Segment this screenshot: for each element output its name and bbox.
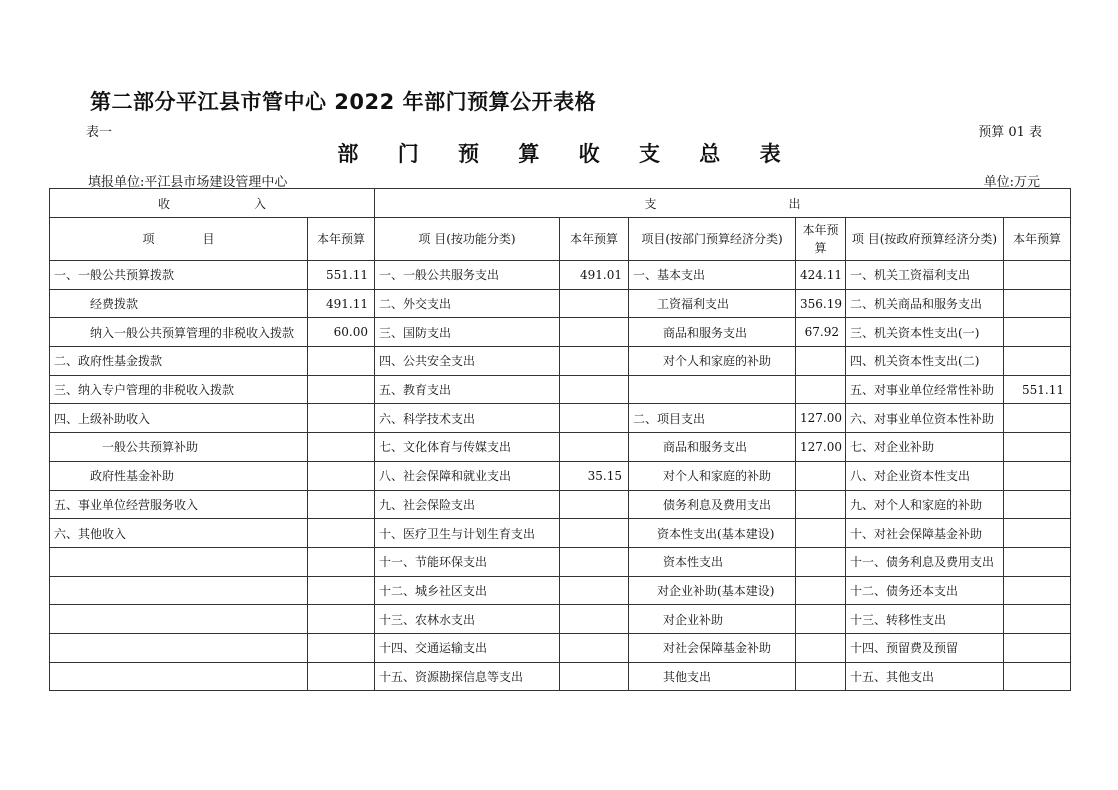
gov-item-cell: 三、机关资本性支出(一) — [846, 318, 1004, 347]
func-item-cell: 九、社会保险支出 — [375, 490, 560, 519]
income-amount-cell: 491.11 — [308, 289, 375, 318]
part-title: 第二部分平江县市管中心 2022 年部门预算公开表格 — [90, 90, 597, 114]
func-amount-cell — [560, 318, 629, 347]
gov-amount-cell — [1004, 490, 1071, 519]
gov-item-cell: 十、对社会保障基金补助 — [846, 519, 1004, 548]
gov-item-cell: 十四、预留费及预留 — [846, 633, 1004, 662]
gov-item-cell: 二、机关商品和服务支出 — [846, 289, 1004, 318]
income-amount-cell — [308, 347, 375, 376]
gov-item-cell: 十五、其他支出 — [846, 662, 1004, 691]
econ-item-cell: 对社会保障基金补助 — [629, 633, 796, 662]
gov-amount-cell — [1004, 318, 1071, 347]
func-item-cell: 十四、交通运输支出 — [375, 633, 560, 662]
func-amount-cell — [560, 605, 629, 634]
gov-amount-cell — [1004, 662, 1071, 691]
func-item-cell: 十三、农林水支出 — [375, 605, 560, 634]
gov-amount-cell — [1004, 461, 1071, 490]
gov-amount-cell — [1004, 404, 1071, 433]
econ-item-cell: 对个人和家庭的补助 — [629, 347, 796, 376]
gov-item-cell: 五、对事业单位经常性补助 — [846, 375, 1004, 404]
gov-item-cell: 六、对事业单位资本性补助 — [846, 404, 1004, 433]
gov-amount-cell — [1004, 605, 1071, 634]
econ-item-cell: 二、项目支出 — [629, 404, 796, 433]
econ-item-cell: 资本性支出(基本建设) — [629, 519, 796, 548]
gov-amount-cell — [1004, 433, 1071, 462]
table-row — [50, 519, 1071, 548]
econ-amount-cell — [796, 633, 846, 662]
econ-item-cell: 债务利息及费用支出 — [629, 490, 796, 519]
func-item-cell: 六、科学技术支出 — [375, 404, 560, 433]
func-amount-cell — [560, 547, 629, 576]
gov-item-cell: 十三、转移性支出 — [846, 605, 1004, 634]
income-amount-cell: 551.11 — [308, 261, 375, 290]
col-gov-item: 项 目(按政府预算经济分类) — [846, 218, 1004, 261]
income-item-cell: 五、事业单位经营服务收入 — [50, 490, 308, 519]
income-item-cell: 四、上级补助收入 — [50, 404, 308, 433]
func-amount-cell — [560, 433, 629, 462]
income-amount-cell: 60.00 — [308, 318, 375, 347]
col-func-item: 项 目(按功能分类) — [375, 218, 560, 261]
table-row — [50, 347, 1071, 376]
income-amount-cell — [308, 433, 375, 462]
econ-item-cell: 商品和服务支出 — [629, 433, 796, 462]
econ-amount-cell — [796, 375, 846, 404]
income-item-cell: 经费拨款 — [50, 289, 308, 318]
table-number: 表一 — [86, 125, 113, 140]
econ-amount-cell: 67.92 — [796, 318, 846, 347]
table-row — [50, 375, 1071, 404]
col-econ-amount: 本年预算 — [796, 218, 846, 261]
func-item-cell: 十、医疗卫生与计划生育支出 — [375, 519, 560, 548]
func-amount-cell — [560, 633, 629, 662]
table-row — [50, 662, 1071, 691]
econ-amount-cell — [796, 461, 846, 490]
func-amount-cell: 35.15 — [560, 461, 629, 490]
header-row-2 — [50, 218, 1071, 261]
econ-amount-cell: 424.11 — [796, 261, 846, 290]
table-row — [50, 318, 1071, 347]
budget-table — [49, 188, 1071, 691]
col-econ-item: 项目(按部门预算经济分类) — [629, 218, 796, 261]
econ-item-cell: 对企业补助 — [629, 605, 796, 634]
gov-item-cell: 四、机关资本性支出(二) — [846, 347, 1004, 376]
income-amount-cell — [308, 605, 375, 634]
econ-amount-cell — [796, 490, 846, 519]
econ-amount-cell — [796, 576, 846, 605]
table-row — [50, 404, 1071, 433]
income-item-cell: 纳入一般公共预算管理的非税收入拨款 — [50, 318, 308, 347]
econ-item-cell: 工资福利支出 — [629, 289, 796, 318]
col-income-item: 项 目 — [50, 218, 308, 261]
func-amount-cell — [560, 347, 629, 376]
econ-amount-cell — [796, 347, 846, 376]
func-item-cell: 十一、节能环保支出 — [375, 547, 560, 576]
func-amount-cell — [560, 375, 629, 404]
func-item-cell: 十五、资源勘探信息等支出 — [375, 662, 560, 691]
gov-amount-cell — [1004, 576, 1071, 605]
gov-item-cell: 七、对企业补助 — [846, 433, 1004, 462]
gov-item-cell: 十二、债务还本支出 — [846, 576, 1004, 605]
income-item-cell — [50, 547, 308, 576]
econ-item-cell: 一、基本支出 — [629, 261, 796, 290]
gov-amount-cell — [1004, 347, 1071, 376]
col-income-amount: 本年预算 — [308, 218, 375, 261]
gov-amount-cell: 551.11 — [1004, 375, 1071, 404]
income-amount-cell — [308, 519, 375, 548]
income-item-cell — [50, 576, 308, 605]
func-amount-cell — [560, 519, 629, 548]
filling-unit: 填报单位:平江县市场建设管理中心 — [88, 175, 288, 190]
func-item-cell: 八、社会保障和就业支出 — [375, 461, 560, 490]
table-row — [50, 633, 1071, 662]
func-item-cell: 十二、城乡社区支出 — [375, 576, 560, 605]
func-item-cell: 五、教育支出 — [375, 375, 560, 404]
currency-unit: 单位:万元 — [983, 175, 1040, 190]
table-row — [50, 433, 1071, 462]
func-amount-cell — [560, 490, 629, 519]
table-row — [50, 461, 1071, 490]
main-title: 部 门 预 算 收 支 总 表 — [337, 141, 797, 166]
econ-item-cell: 商品和服务支出 — [629, 318, 796, 347]
income-item-cell: 三、纳入专户管理的非税收入拨款 — [50, 375, 308, 404]
econ-item-cell: 对企业补助(基本建设) — [629, 576, 796, 605]
gov-amount-cell — [1004, 289, 1071, 318]
func-amount-cell: 491.01 — [560, 261, 629, 290]
income-item-cell — [50, 605, 308, 634]
table-row — [50, 261, 1071, 290]
gov-item-cell: 八、对企业资本性支出 — [846, 461, 1004, 490]
econ-item-cell — [629, 375, 796, 404]
income-amount-cell — [308, 662, 375, 691]
table-row — [50, 547, 1071, 576]
func-item-cell: 一、一般公共服务支出 — [375, 261, 560, 290]
econ-amount-cell: 127.00 — [796, 404, 846, 433]
income-item-cell — [50, 633, 308, 662]
func-item-cell: 二、外交支出 — [375, 289, 560, 318]
income-item-cell: 政府性基金补助 — [50, 461, 308, 490]
income-amount-cell — [308, 576, 375, 605]
table-row — [50, 576, 1071, 605]
func-item-cell: 四、公共安全支出 — [375, 347, 560, 376]
econ-amount-cell — [796, 662, 846, 691]
gov-item-cell: 十一、债务利息及费用支出 — [846, 547, 1004, 576]
func-item-cell: 三、国防支出 — [375, 318, 560, 347]
econ-item-cell: 对个人和家庭的补助 — [629, 461, 796, 490]
econ-amount-cell: 127.00 — [796, 433, 846, 462]
income-item-cell: 二、政府性基金拨款 — [50, 347, 308, 376]
gov-item-cell: 一、机关工资福利支出 — [846, 261, 1004, 290]
income-header: 收 入 — [50, 189, 375, 218]
econ-amount-cell — [796, 547, 846, 576]
income-item-cell: 一、一般公共预算拨款 — [50, 261, 308, 290]
income-amount-cell — [308, 490, 375, 519]
func-amount-cell — [560, 662, 629, 691]
table-code: 预算 01 表 — [978, 125, 1042, 140]
col-gov-amount: 本年预算 — [1004, 218, 1071, 261]
expense-header: 支 出 — [375, 189, 1071, 218]
func-item-cell: 七、文化体育与传媒支出 — [375, 433, 560, 462]
table-row — [50, 490, 1071, 519]
table-row — [50, 289, 1071, 318]
income-amount-cell — [308, 633, 375, 662]
gov-amount-cell — [1004, 519, 1071, 548]
header-row-1 — [50, 189, 1071, 218]
income-amount-cell — [308, 461, 375, 490]
econ-amount-cell: 356.19 — [796, 289, 846, 318]
econ-amount-cell — [796, 605, 846, 634]
econ-item-cell: 其他支出 — [629, 662, 796, 691]
econ-item-cell: 资本性支出 — [629, 547, 796, 576]
gov-item-cell: 九、对个人和家庭的补助 — [846, 490, 1004, 519]
func-amount-cell — [560, 576, 629, 605]
income-item-cell: 一般公共预算补助 — [50, 433, 308, 462]
econ-amount-cell — [796, 519, 846, 548]
gov-amount-cell — [1004, 261, 1071, 290]
func-amount-cell — [560, 289, 629, 318]
income-item-cell: 六、其他收入 — [50, 519, 308, 548]
col-func-amount: 本年预算 — [560, 218, 629, 261]
table-row — [50, 605, 1071, 634]
income-amount-cell — [308, 547, 375, 576]
income-amount-cell — [308, 404, 375, 433]
income-amount-cell — [308, 375, 375, 404]
gov-amount-cell — [1004, 547, 1071, 576]
income-item-cell — [50, 662, 308, 691]
gov-amount-cell — [1004, 633, 1071, 662]
func-amount-cell — [560, 404, 629, 433]
